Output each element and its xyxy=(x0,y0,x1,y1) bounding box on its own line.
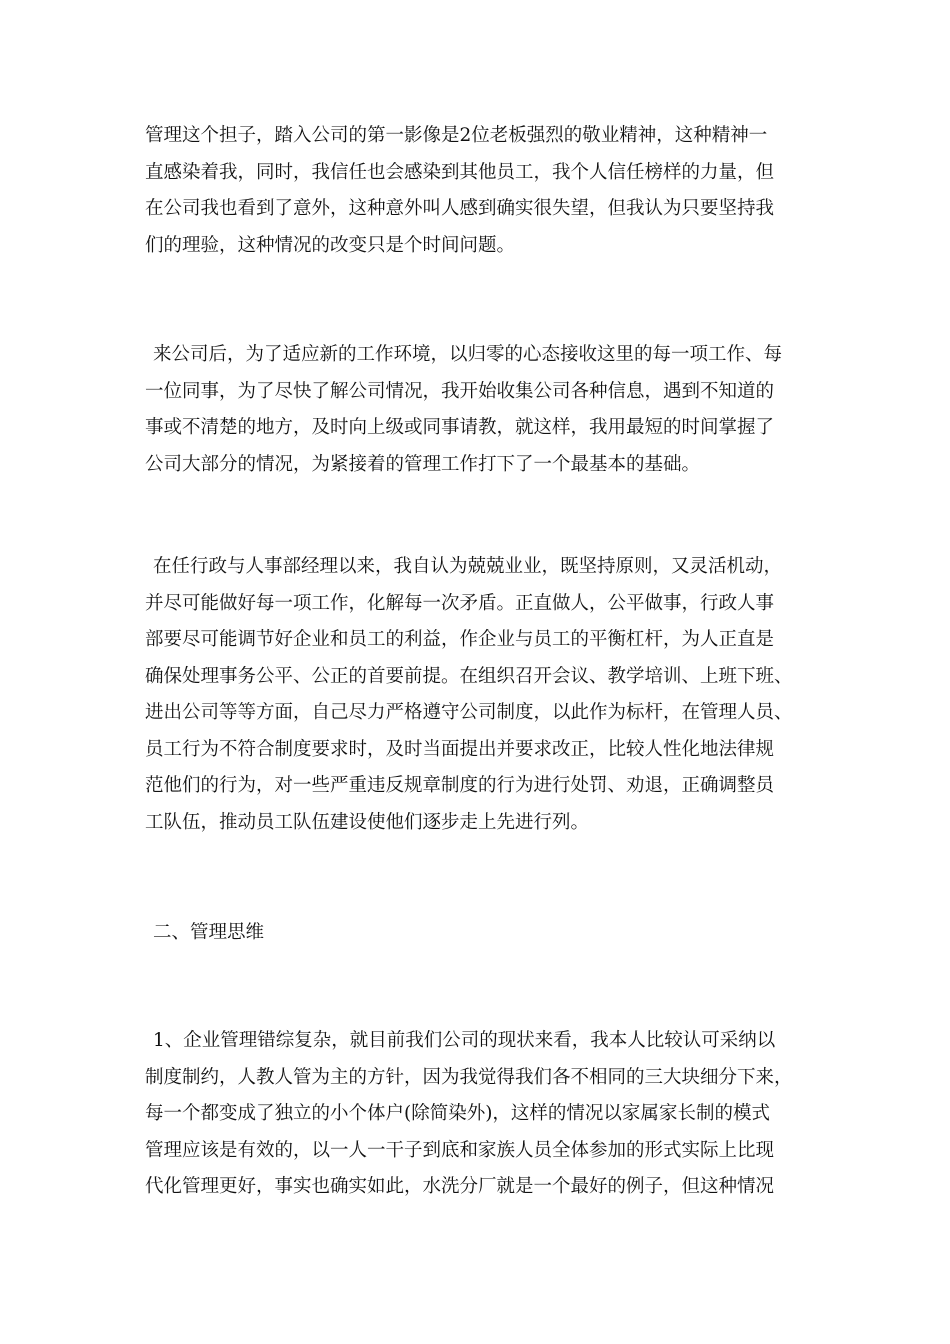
text-line: 管理这个担子，踏入公司的第一影像是2位老板强烈的敬业精神，这种精神一 xyxy=(145,125,768,146)
text-line: 1、企业管理错综复杂，就目前我们公司的现状来看，我本人比较认可采纳以 xyxy=(153,1030,776,1051)
paragraph-manager-duties xyxy=(145,549,815,841)
text-line: 在公司我也看到了意外，这种意外叫人感到确实很失望，但我认为只要坚持我 xyxy=(145,198,775,219)
text-line: 一位同事，为了尽快了解公司情况，我开始收集公司各种信息，遇到不知道的 xyxy=(145,380,775,402)
text-line: 代化管理更好，事实也确实如此，水洗分厂就是一个最好的例子，但这种情况 xyxy=(145,1176,775,1197)
paragraph-management-burden xyxy=(145,118,815,264)
section-heading: 二、管理思维 xyxy=(153,922,265,943)
text-line: 并尽可能做好每一项工作，化解每一次矛盾。正直做人，公平做事，行政人事 xyxy=(145,592,775,614)
text-line: 制度制约，人教人管为主的方针，因为我觉得我们各不相同的三大块细分下来， xyxy=(145,1066,793,1088)
text-line: 来公司后，为了适应新的工作环境，以归零的心态接收这里的每一项工作、每 xyxy=(153,344,783,365)
text-line: 部要尽可能调节好企业和员工的利益，作企业与员工的平衡杠杆，为人正直是 xyxy=(145,629,775,650)
text-line: 直感染着我，同时，我信任也会感染到其他员工，我个人信任榜样的力量，但 xyxy=(145,161,775,183)
text-line: 在任行政与人事部经理以来，我自认为兢兢业业，既坚持原则，又灵活机动， xyxy=(153,556,783,577)
text-line: 确保处理事务公平、公正的首要前提。在组织召开会议、教学培训、上班下班、 xyxy=(145,665,793,687)
paragraph-enterprise-management xyxy=(145,1023,815,1206)
text-line: 事或不清楚的地方，及时向上级或同事请教，就这样，我用最短的时间掌握了 xyxy=(145,417,775,438)
text-line: 们的理验，这种情况的改变只是个时间问题。 xyxy=(145,234,516,256)
section-heading-management-thinking xyxy=(145,915,815,952)
text-line: 员工行为不符合制度要求时，及时当面提出并要求改正，比较人性化地法律规 xyxy=(145,738,775,760)
text-line: 公司大部分的情况，为紧接着的管理工作打下了一个最基本的基础。 xyxy=(145,453,701,475)
text-line: 每一个都变成了独立的小个体户(除简染外)，这样的情况以家属家长制的模式 xyxy=(145,1103,770,1124)
text-line: 进出公司等等方面，自己尽力严格遵守公司制度，以此作为标杆，在管理人员、 xyxy=(145,702,793,723)
text-line: 管理应该是有效的，以一人一干子到底和家族人员全体参加的形式实际上比现 xyxy=(145,1139,775,1161)
paragraph-joining-company xyxy=(145,337,815,483)
text-line: 范他们的行为，对一些严重违反规章制度的行为进行处罚、劝退，正确调整员 xyxy=(145,775,775,796)
text-line: 工队伍，推动员工队伍建设使他们逐步走上先进行列。 xyxy=(145,811,590,833)
